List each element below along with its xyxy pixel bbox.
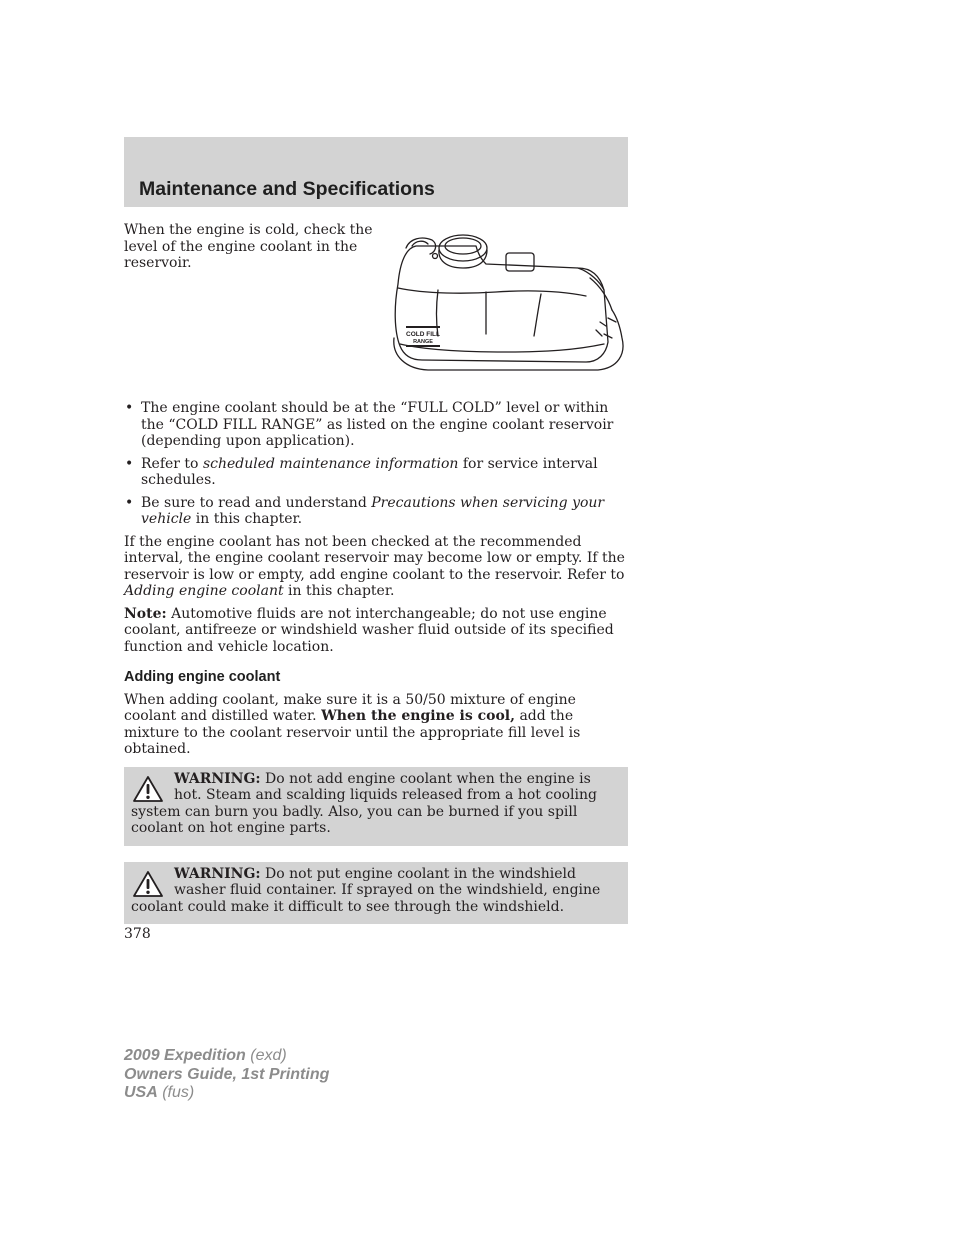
footer-line [124,1084,329,1103]
paragraph-text: When adding coolant, make sure it is a 50/50 mixture of engine coolant and distilled water. [124,691,576,724]
footer-code: (fus) [157,1084,195,1101]
cold-fill-label-line2: RANGE [413,339,433,345]
footer-line [124,1047,329,1066]
warning-box [124,862,628,925]
bullet-text: Be sure to read and understand [141,494,372,511]
page-number: 378 [124,926,151,942]
warning-triangle-icon [132,870,164,898]
list-item [124,400,628,450]
warning-box [124,767,628,846]
bullet-text: Refer to [141,455,203,472]
bullet-text: The engine coolant should be at the “FULL COLD” level or within the “COLD FILL RANGE” as listed on the engine coolant reservoir (depending upon application). [141,400,614,449]
warning-text: Do not add engine coolant when the engine is hot. Steam and scalding liquids released from a hot cooling system can burn you badly. Also, you can be burned if you spill coolant on hot engine parts. [131,770,597,836]
cross-reference: scheduled maintenance information [202,455,459,472]
check-interval-paragraph [124,534,628,600]
bullet-marker: • [125,494,134,511]
cross-reference: Precautions when servicing your vehicle [141,494,605,527]
note-paragraph [124,606,628,656]
warning-label: WARNING: [174,770,261,787]
bullet-text: for service interval schedules. [141,455,598,488]
footer-model: 2009 Expedition [124,1047,246,1064]
footer-printing: Owners Guide, 1st Printing [124,1065,330,1083]
intro-paragraph: When the engine is cold, check the level of the engine coolant in the reservoir. [124,222,373,271]
footer-line [124,1066,329,1085]
adding-coolant-paragraph [124,692,628,758]
paragraph-text: in this chapter. [283,583,395,599]
section-header [124,137,628,207]
cold-fill-label-line1: COLD FILL [406,331,440,338]
bullet-marker: • [125,400,134,416]
bullet-text: in this chapter. [191,511,303,527]
warning-label: WARNING: [174,865,261,882]
note-text: Automotive fluids are not interchangeable; do not use engine coolant, antifreeze or windshield washer fluid outside of its specified function and vehicle location. [124,605,614,655]
warning-text: Do not put engine coolant in the windshield washer fluid container. If sprayed on the windshield, engine coolant could make it difficult to see through the windshield. [131,865,601,915]
document-footer [124,1047,329,1103]
footer-market: USA [124,1084,158,1101]
list-item [124,495,628,528]
emphasis-text: When the engine is cool, [321,708,515,724]
paragraph-text: add the mixture to the coolant reservoir until the appropriate fill level is obtained. [124,708,581,757]
footer-code: (exd) [245,1047,287,1064]
bullet-list [124,400,628,528]
subheading: Adding engine coolant [124,669,281,685]
cross-reference: Adding engine coolant [124,583,284,599]
bullet-marker: • [125,455,134,472]
list-item [124,456,628,489]
coolant-reservoir-illustration [386,226,628,376]
warning-triangle-icon [132,775,164,803]
note-label: Note: [124,605,167,622]
main-content [124,400,628,924]
paragraph-text: If the engine coolant has not been checked at the recommended interval, the engine coolant reservoir may become low or empty. If the reservoir is low or empty, add engine coolant to the reservoir. Refer to [124,533,625,583]
section-title: Maintenance and Specifications [139,178,435,200]
